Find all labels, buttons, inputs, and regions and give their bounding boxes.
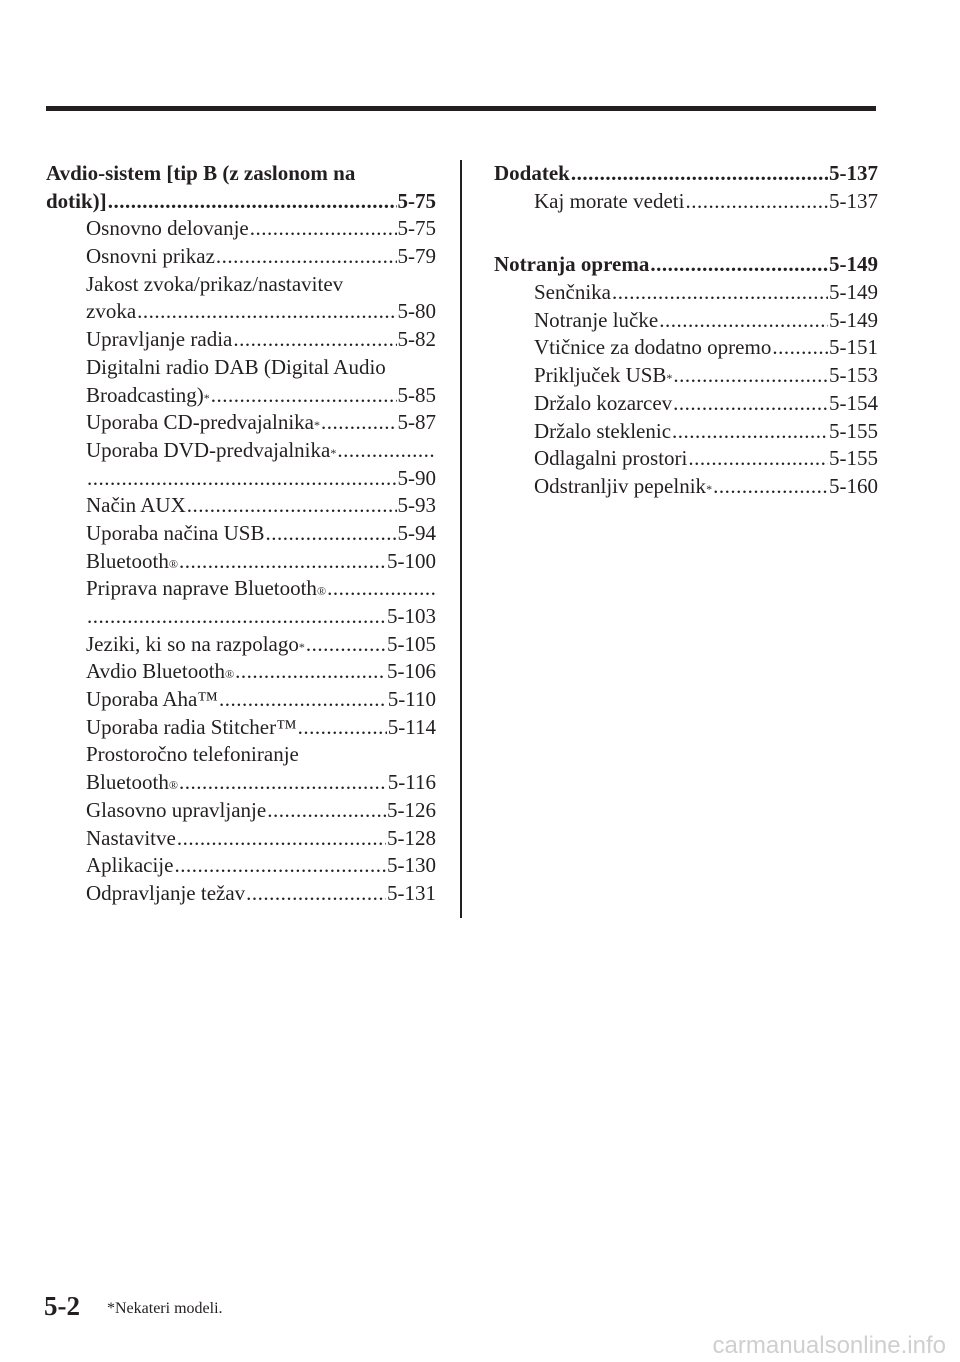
- toc-entry[interactable]: Jeziki, ki so na razpolago * ..... 5-105: [46, 631, 436, 659]
- toc-entry-title: Odpravljanje težav: [86, 880, 246, 905]
- toc-entry[interactable]: [46, 714, 436, 742]
- toc-page-number: 5-149: [829, 252, 878, 277]
- toc-page-number: 5-149: [829, 307, 878, 332]
- toc-right-column: [494, 160, 878, 501]
- toc-entry-title: Držalo kozarcev: [534, 390, 673, 415]
- column-divider: [460, 160, 462, 918]
- toc-entry: Uporaba DVD-predvajalnika * .....: [46, 437, 436, 465]
- toc-page-number: 5-155: [829, 418, 878, 443]
- toc-entry[interactable]: [46, 465, 436, 493]
- toc-page-number: 5-79: [397, 244, 436, 269]
- dot-leader: [337, 437, 435, 465]
- toc-page-number: 5-116: [387, 770, 436, 795]
- toc-entry[interactable]: [46, 880, 436, 908]
- toc-entry[interactable]: [46, 243, 436, 271]
- toc-entry[interactable]: [494, 188, 878, 216]
- dot-leader: [327, 575, 435, 603]
- dot-leader: [685, 188, 828, 216]
- toc-page-number: 5-149: [829, 280, 878, 305]
- toc-entry-title: Uporaba DVD-predvajalnika: [86, 437, 331, 462]
- toc-entry-title: Uporaba načina USB: [86, 520, 265, 545]
- dot-leader: [713, 473, 828, 501]
- toc-entry[interactable]: [494, 418, 878, 446]
- toc-entry-title: Avdio Bluetooth: [86, 659, 226, 684]
- toc-entry-title: Bluetooth: [86, 548, 169, 573]
- toc-entry[interactable]: [494, 279, 878, 307]
- toc-page-number: 5-160: [829, 473, 878, 498]
- toc-page-number: 5-151: [829, 335, 878, 360]
- toc-page-number: 5-131: [387, 880, 436, 905]
- toc-entry-title: Digitalni radio DAB (Digital Audio: [86, 354, 386, 379]
- dot-leader: [246, 880, 386, 908]
- toc-page-number: 5-130: [387, 853, 436, 878]
- toc-entry-title: Broadcasting): [86, 382, 204, 407]
- toc-page-number: 5-87: [397, 410, 436, 435]
- dot-leader: [108, 188, 397, 216]
- toc-entry-title: Uporaba Aha™: [86, 687, 218, 712]
- toc-entry[interactable]: [46, 215, 436, 243]
- toc-entry-title: Notranje lučke: [534, 307, 659, 332]
- toc-entry[interactable]: Broadcasting) * ..... 5-85: [46, 382, 436, 410]
- dot-leader: [87, 603, 386, 631]
- toc-entry-title: Jakost zvoka/prikaz/nastavitev: [86, 271, 344, 296]
- dot-leader: [233, 326, 396, 354]
- toc-entry-title: Priprava naprave Bluetooth: [86, 576, 317, 601]
- top-rule: [46, 106, 876, 111]
- toc-entry-title: Prostoročno telefoniranje: [86, 742, 299, 767]
- toc-page-number: 5-110: [387, 687, 436, 712]
- dot-leader: [177, 825, 386, 853]
- toc-entry-title: Uporaba radia Stitcher™: [86, 714, 297, 739]
- toc-page-number: 5-126: [387, 797, 436, 822]
- toc-page-number: 5-137: [829, 161, 878, 185]
- toc-page-number: 5-103: [387, 604, 436, 628]
- toc-entry[interactable]: Uporaba CD-predvajalnika * ..... 5-87: [46, 409, 436, 437]
- toc-entry-title: zvoka: [86, 299, 137, 324]
- toc-page-number: 5-94: [397, 520, 436, 545]
- toc-entry: [46, 354, 436, 382]
- toc-entry[interactable]: [46, 492, 436, 520]
- dot-leader: [87, 465, 397, 493]
- dot-leader: [179, 769, 387, 797]
- toc-entry[interactable]: [494, 334, 878, 362]
- toc-entry-title: Nastavitve: [86, 825, 176, 850]
- toc-entry[interactable]: [494, 445, 878, 473]
- toc-entry[interactable]: [46, 326, 436, 354]
- toc-page-number: 5-114: [387, 714, 436, 739]
- toc-page-number: 5-93: [397, 493, 436, 518]
- watermark: carmanualsonline.info: [712, 1332, 946, 1359]
- page-number: 5-2: [44, 1291, 80, 1321]
- dot-leader: [137, 298, 396, 326]
- toc-entry[interactable]: [46, 825, 436, 853]
- toc-entry[interactable]: [46, 603, 436, 631]
- toc-page-number: 5-105: [387, 631, 436, 656]
- toc-page-number: 5-75: [397, 216, 436, 241]
- toc-entry[interactable]: [46, 520, 436, 548]
- toc-entry[interactable]: [46, 852, 436, 880]
- toc-entry-title: Bluetooth: [86, 770, 169, 795]
- dot-leader: [235, 658, 386, 686]
- toc-entry-title: Glasovno upravljanje: [86, 797, 267, 822]
- dot-leader: [298, 714, 387, 742]
- toc-entry-title: dotik)]: [46, 188, 107, 213]
- dot-leader: [267, 797, 386, 825]
- toc-entry-title: Vtičnice za dodatno opremo: [534, 335, 772, 360]
- toc-entry-title: Upravljanje radia: [86, 327, 233, 352]
- toc-page-number: 5-153: [829, 363, 878, 388]
- dot-leader: [219, 686, 387, 714]
- toc-entry: [46, 741, 436, 769]
- toc-entry[interactable]: Priključek USB * ..... 5-153: [494, 362, 878, 390]
- dot-leader: [216, 243, 397, 271]
- toc-page-number: 5-100: [387, 548, 436, 573]
- toc-entry[interactable]: [494, 307, 878, 335]
- toc-page-number: 5-85: [397, 382, 436, 407]
- toc-entry-title: Aplikacije: [86, 853, 174, 878]
- toc-page-number: 5-90: [397, 465, 436, 490]
- toc-entry-title: Odstranljiv pepelnik: [534, 473, 707, 498]
- toc-entry-title: Priključek USB: [534, 363, 667, 388]
- dot-leader: [659, 307, 828, 335]
- dot-leader: [688, 445, 828, 473]
- toc-entry-title: Odlagalni prostori: [534, 446, 688, 471]
- toc-section-entry[interactable]: [46, 188, 436, 216]
- toc-entry[interactable]: [46, 686, 436, 714]
- dot-leader: [250, 215, 397, 243]
- dot-leader: [179, 548, 386, 576]
- toc-page-number: 5-154: [829, 390, 878, 415]
- toc-entry[interactable]: [46, 797, 436, 825]
- toc-entry[interactable]: [46, 298, 436, 326]
- dot-leader: [211, 382, 397, 410]
- toc-entry[interactable]: Bluetooth ® ..... 5-116: [46, 769, 436, 797]
- toc-entry[interactable]: Bluetooth ® ..... 5-100: [46, 548, 436, 576]
- dot-leader: [673, 362, 828, 390]
- toc-entry: Priprava naprave Bluetooth ® .....: [46, 575, 436, 603]
- toc-page-number: 5-137: [829, 188, 878, 213]
- toc-entry-title: Senčnika: [534, 280, 611, 305]
- toc-left-column: [46, 160, 436, 908]
- section-gap: [494, 215, 878, 251]
- dot-leader: [612, 279, 828, 307]
- dot-leader: [306, 631, 386, 659]
- toc-entry[interactable]: [494, 390, 878, 418]
- dot-leader: [571, 160, 828, 188]
- toc-entry[interactable]: Avdio Bluetooth ® ..... 5-106: [46, 658, 436, 686]
- toc-entry: [46, 271, 436, 299]
- toc-entry-title: Dodatek: [494, 161, 570, 185]
- toc-page-number: 5-106: [387, 659, 436, 684]
- toc-page-number: 5-80: [397, 299, 436, 324]
- dot-leader: [673, 390, 828, 418]
- toc-entry-title: Notranja oprema: [494, 252, 650, 277]
- toc-section-entry[interactable]: [494, 160, 878, 188]
- toc-page-number: 5-75: [397, 188, 436, 213]
- dot-leader: [174, 852, 386, 880]
- toc-entry-title: Jeziki, ki so na razpolago: [86, 631, 299, 656]
- toc-section-entry[interactable]: [494, 251, 878, 279]
- toc-section-entry: [46, 160, 436, 188]
- dot-leader: [321, 409, 397, 437]
- toc-entry-title: Avdio-sistem [tip B (z zaslonom na: [46, 161, 356, 185]
- toc-entry-title: Osnovno delovanje: [86, 216, 249, 241]
- dot-leader: [772, 334, 828, 362]
- dot-leader: [265, 520, 396, 548]
- toc-page-number: 5-128: [387, 825, 436, 850]
- toc-entry-title: Osnovni prikaz: [86, 244, 215, 269]
- toc-entry-title: Uporaba CD-predvajalnika: [86, 410, 314, 435]
- dot-leader: [650, 251, 828, 279]
- dot-leader: [672, 418, 828, 446]
- toc-entry-title: Kaj morate vedeti: [534, 188, 685, 213]
- toc-entry-title: Držalo steklenic: [534, 418, 672, 443]
- toc-page-number: 5-155: [829, 446, 878, 471]
- toc-page-number: 5-82: [397, 327, 436, 352]
- dot-leader: [187, 492, 397, 520]
- toc-entry-title: Način AUX: [86, 493, 186, 518]
- footnote: *Nekateri modeli.: [107, 1300, 223, 1317]
- toc-entry[interactable]: Odstranljiv pepelnik * ..... 5-160: [494, 473, 878, 501]
